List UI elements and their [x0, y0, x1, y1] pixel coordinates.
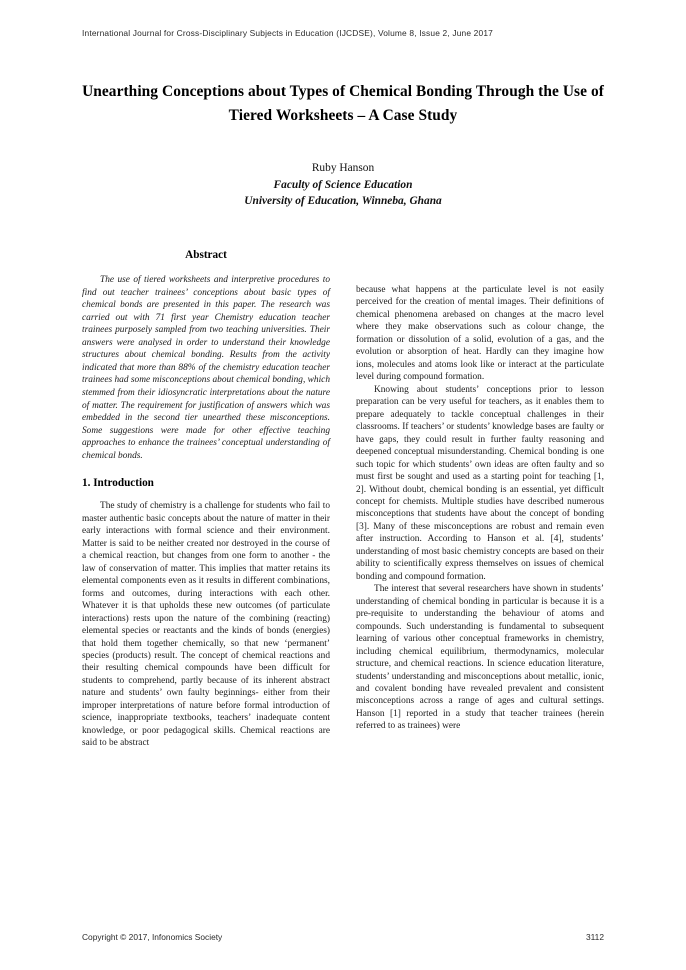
introduction-paragraph-1: The study of chemistry is a challenge for students who fail to master authentic basic concepts about the nature of matter in their early interactions with formal science and their environment. Matter is said to be neither created nor destroyed in the course of a chemical reaction, but changes from one form to another - the law of conservation of matter. This implies that matter retains its elemental components even as it results in different combinations, forms and outcomes, during interactions with each other. Whatever it is that upholds these new outcomes (of particulate interactions) rests upon the nature of the combining (reacting) elemental species or reactants and the kinds of bonds (energies) that hold them together chemically, so that new ‘permanent’ species (products) result. The concept of chemical reactions and their resulting chemical compounds have been difficult for students to comprehend, partly because of its inherent abstract nature and students’ own faulty beginnings- either from their improper interpretations of nature before formal introduction of science, inappropriate textbooks, teachers’ inadequate content knowledge, or poor pedagogical skills. Chemical reactions are said to be abstract: [82, 501, 330, 749]
abstract-heading: Abstract: [185, 249, 227, 261]
author-block: [78, 160, 608, 210]
abstract-text: The use of tiered worksheets and interpretive procedures to find out teacher trainees’ conceptions about basic types of chemical bonds are presented in this paper. The research was carried out with 71 first year Chemistry education teacher trainees purposely sampled from two teaching universities. Their answers were analysed in order to understand their knowledge structures about chemical bonding. Results from the activity indicated that more than 88% of the chemistry education teacher trainees had some misconceptions about chemical bonding, which stemmed from their idiosyncratic interpretations about the nature of matter. The requirement for justification of answers which was embedded in the second tier unearthed these misconceptions. Some suggestions were made for other effective teaching approaches to enhance the trainees’ conceptual understanding of chemical bonds.: [82, 274, 330, 461]
column-left: [82, 248, 330, 750]
introduction-paragraph-3: The interest that several researchers have shown in students’ understanding of chemical bonding in particular is because it is a pre-requisite to understanding the behaviour of atoms and compounds. Such understanding is fundamental to subsequent learning of various other conceptual frameworks in chemistry, including chemical equilibrium, thermodynamics, molecular structure, and chemical reactions. In science education literature, students’ understanding and misconceptions about metallic, ionic, and covalent bonding have revealed prevalent and consistent misconceptions across a range of ages and cultural settings. Hanson [1] reported in a study that teacher trainees (herein referred to as trainees) were: [356, 584, 604, 732]
section-spacer: [82, 462, 330, 476]
author-name: Ruby Hanson: [311, 162, 375, 174]
column-right: [356, 284, 604, 733]
introduction-paragraph-2: Knowing about students’ conceptions prior to lesson preparation can be very useful for teachers, as it enables them to prepare adequately to tackle conceptual challenges in their classrooms. If teachers’ or students’ knowledge bases are faulty or have gaps, they could result in further faulty reasoning and deepened conceptual misunderstanding. Chemical bonding is one such topic for which students’ own ideas are often faulty and so must first be sought and used as a starting point for teaching [1, 2]. Without doubt, chemical bonding is an essential, yet difficult concept for chemists. Multiple studies have described numerous misconceptions that students have about the concept of bonding [3]. Many of these misconceptions are robust and remain even after instruction. According to Hanson et al. [4], students’ understanding of most basic chemistry concepts are based on their ability to scientifically express themselves on issues of chemical bonding and compound formation.: [356, 384, 604, 582]
author-affiliation-faculty: Faculty of Science Education: [273, 178, 413, 191]
copyright-notice: Copyright © 2017, Infonomics Society: [82, 932, 223, 942]
author-affiliation-university: University of Education, Winneba, Ghana: [244, 195, 442, 208]
title-block: [78, 80, 608, 128]
running-footer: [82, 932, 604, 942]
introduction-paragraph-1-continued: because what happens at the particulate level is not easily perceived for the creation of mental images. Their definitions of chemical phenomena arebased on changes at the macro level where they make observations such as colour change, the formation or dissolution of a solid, evolution of a gas, and the evolution or absorption of heat. Hardly can they imagine how ions, molecules and atoms look like or interact at the particulate level during compound formation.: [356, 285, 604, 383]
page-title: Unearthing Conceptions about Types of Chemical Bonding Through the Use of Tiered Worksheets – A Case Study: [82, 83, 604, 124]
page-number: 3112: [585, 932, 604, 942]
section-heading-introduction: 1. Introduction: [82, 477, 154, 490]
running-header: International Journal for Cross-Disciplinary Subjects in Education (IJCDSE), Volume 8, Issue 2, June 2017: [82, 28, 493, 38]
